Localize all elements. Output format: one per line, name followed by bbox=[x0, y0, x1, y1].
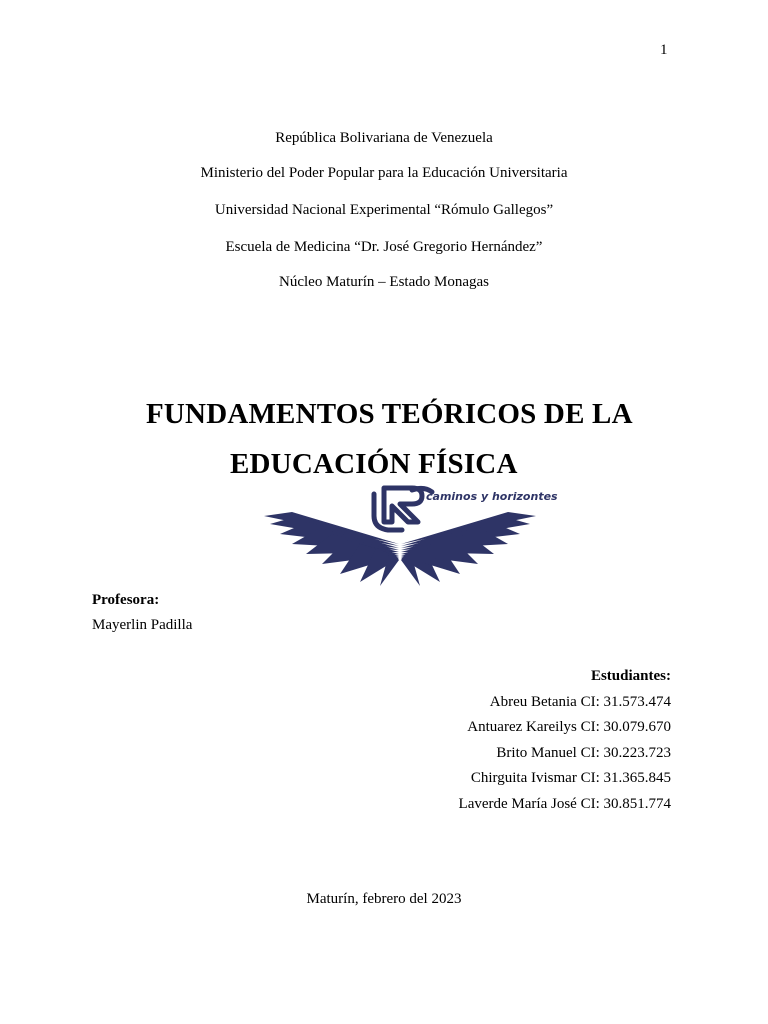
header-campus: Núcleo Maturín – Estado Monagas bbox=[279, 274, 489, 290]
logo-tagline: caminos y horizontes bbox=[426, 490, 558, 503]
student-entry: Abreu Betania CI: 31.573.474 bbox=[489, 693, 671, 710]
document-title-line-2: EDUCACIÓN FÍSICA bbox=[230, 448, 518, 480]
professor-label: Profesora: bbox=[92, 592, 160, 608]
student-entry: Brito Manuel CI: 30.223.723 bbox=[496, 744, 671, 761]
place-and-date: Maturín, febrero del 2023 bbox=[306, 891, 462, 907]
students-label: Estudiantes: bbox=[590, 668, 671, 684]
logo-rays-icon bbox=[264, 512, 536, 586]
logo-monogram-icon bbox=[374, 488, 432, 530]
header-school: Escuela de Medicina “Dr. José Gregorio Hernández” bbox=[225, 239, 543, 255]
header-ministry: Ministerio del Poder Popular para la Educación Universitaria bbox=[200, 165, 568, 181]
student-entry: Laverde María José CI: 30.851.774 bbox=[458, 795, 671, 812]
professor-name: Mayerlin Padilla bbox=[92, 617, 193, 633]
page-number: 1 bbox=[660, 42, 668, 58]
students-block bbox=[459, 664, 671, 818]
student-entry: Antuarez Kareilys CI: 30.079.670 bbox=[467, 719, 671, 736]
student-entry: Chirguita Ivismar CI: 31.365.845 bbox=[470, 770, 671, 787]
header-university: Universidad Nacional Experimental “Rómulo Gallegos” bbox=[214, 202, 554, 218]
header-country: República Bolivariana de Venezuela bbox=[275, 130, 493, 146]
university-logo bbox=[262, 482, 558, 590]
document-title-line-1: FUNDAMENTOS TEÓRICOS DE LA bbox=[146, 398, 633, 430]
